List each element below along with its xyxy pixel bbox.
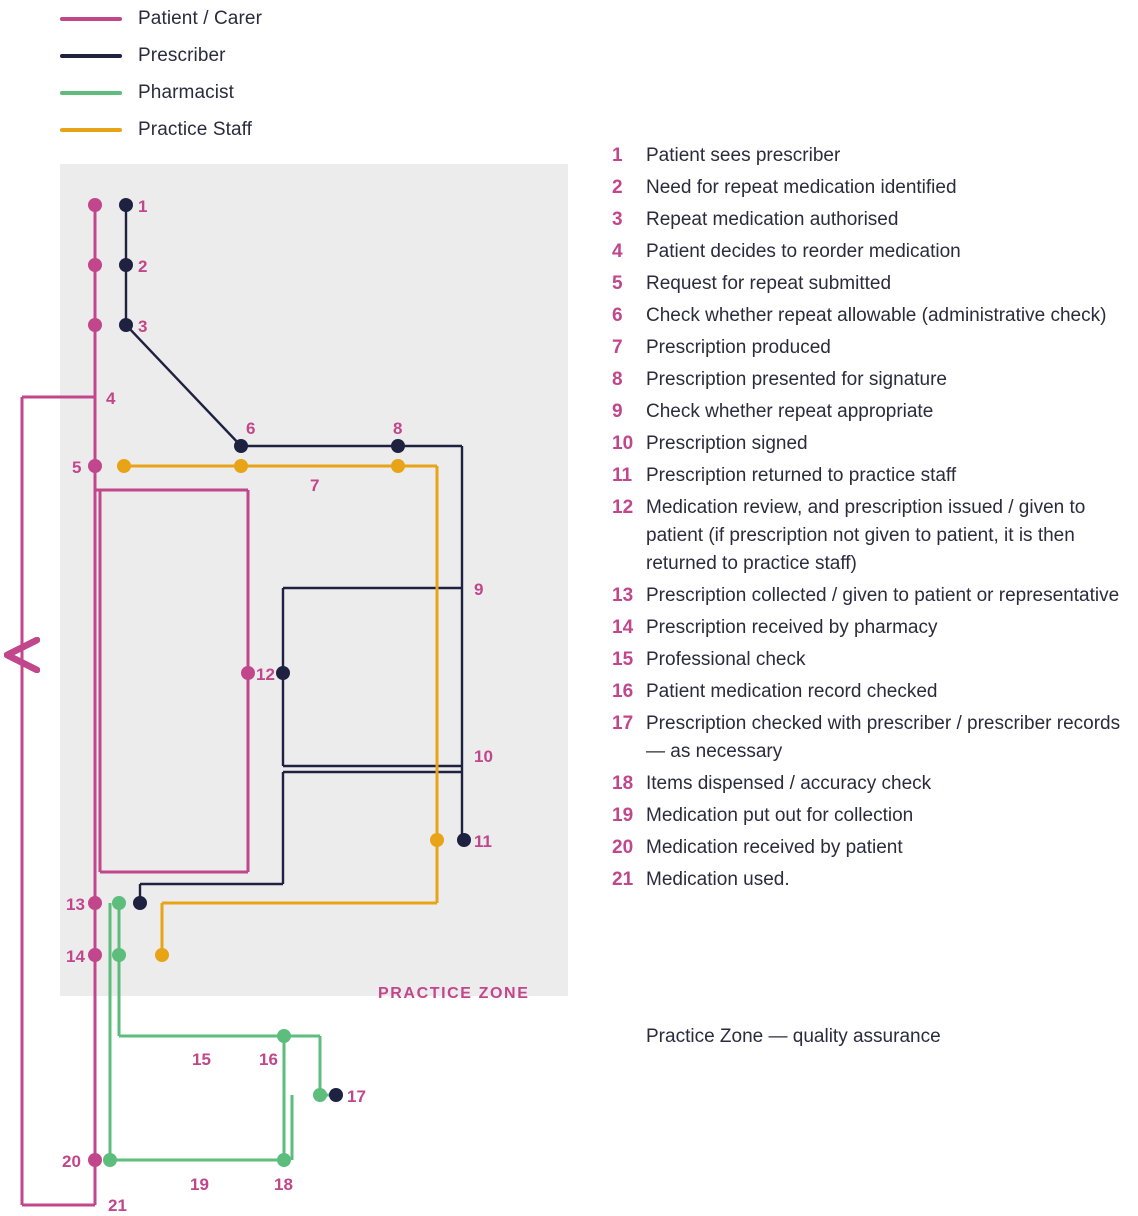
node-20b-dot: [103, 1153, 117, 1167]
step-number: 8: [612, 369, 623, 390]
node-13b-dot: [133, 896, 147, 910]
step-number: 17: [612, 713, 634, 734]
step-text: Patient decides to reorder medication: [646, 241, 961, 262]
node-11b-dot: [430, 833, 444, 847]
node-label-3: 3: [138, 317, 148, 336]
node-label-15: 15: [192, 1050, 211, 1069]
list-item: [612, 614, 1132, 642]
step-number: 9: [612, 401, 623, 422]
list-item: [612, 678, 1132, 706]
step-text: Patient medication record checked: [646, 681, 938, 702]
list-item: [612, 366, 1132, 394]
step-number: 6: [612, 305, 623, 326]
step-text: Prescription collected / given to patient or representative: [646, 585, 1120, 606]
step-number: 5: [612, 273, 623, 294]
node-11-dot: [457, 833, 471, 847]
step-text: Professional check: [646, 649, 806, 670]
node-5-dot: [88, 459, 102, 473]
node-label-8: 8: [393, 419, 403, 438]
step-number: 20: [612, 837, 634, 858]
list-item: [612, 462, 1132, 490]
node-20-dot: [88, 1153, 102, 1167]
list-item: [612, 302, 1132, 330]
node-13-dot: [88, 896, 102, 910]
step-text: Patient sees prescriber: [646, 145, 841, 166]
step-number: 13: [612, 585, 634, 606]
list-item: [612, 334, 1132, 362]
footnote-text: Practice Zone — quality assurance: [646, 1026, 941, 1047]
step-number: 2: [612, 177, 623, 198]
list-item: [612, 802, 1132, 830]
node-label-19: 19: [190, 1175, 209, 1194]
list-item: [612, 430, 1132, 458]
step-number: 7: [612, 337, 623, 358]
step-text: Items dispensed / accuracy check: [646, 773, 932, 794]
node-label-1: 1: [138, 197, 148, 216]
step-text: Medication used.: [646, 869, 790, 890]
node-13c-dot: [112, 896, 126, 910]
node-label-10: 10: [474, 747, 493, 766]
step-text: Request for repeat submitted: [646, 273, 892, 294]
node-label-5: 5: [72, 458, 82, 477]
node-8-dot: [391, 439, 405, 453]
node-label-18: 18: [274, 1175, 293, 1194]
step-number: 16: [612, 681, 634, 702]
list-item: [612, 646, 1132, 674]
step-number: 1: [612, 145, 623, 166]
legend-item-label: Patient / Carer: [138, 7, 262, 29]
list-item: [612, 582, 1132, 610]
node-14-dot: [88, 948, 102, 962]
step-number: 12: [612, 497, 634, 518]
node-17b-dot: [313, 1088, 327, 1102]
step-number: 21: [612, 869, 634, 890]
list-item: [612, 270, 1132, 298]
node-17-dot: [329, 1088, 343, 1102]
node-18-dot: [277, 1153, 291, 1167]
node-14b-dot: [155, 948, 169, 962]
node-label-11: 11: [474, 832, 492, 851]
node-16-dot: [277, 1029, 291, 1043]
node-3-dot: [119, 318, 133, 332]
node-label-20: 20: [62, 1152, 81, 1171]
step-number: 14: [612, 617, 634, 638]
list-item: [612, 710, 1132, 766]
node-label-17: 17: [347, 1087, 366, 1106]
list-item: [612, 398, 1132, 426]
node-dot: [88, 318, 102, 332]
node-label-9: 9: [474, 580, 484, 599]
step-number: 18: [612, 773, 634, 794]
list-item: [612, 834, 1132, 862]
node-label-16: 16: [259, 1050, 278, 1069]
list-item: [612, 142, 1132, 170]
step-number: 4: [612, 241, 623, 262]
list-item: [612, 174, 1132, 202]
node-4-dot: [88, 198, 102, 212]
node-label-12: 12: [256, 665, 275, 684]
node-7a-dot: [117, 459, 131, 473]
steps-list: [612, 142, 1132, 898]
practice-zone-label: PRACTICE ZONE: [378, 985, 530, 1002]
list-item: [612, 866, 1132, 894]
legend-item-label: Prescriber: [138, 44, 226, 66]
step-text: Prescription checked with prescriber / prescriber records — as necessary: [646, 713, 1121, 762]
list-item: [612, 494, 1132, 578]
step-number: 10: [612, 433, 634, 454]
list-item: [612, 770, 1132, 798]
node-9-dot: [276, 666, 290, 680]
step-number: 3: [612, 209, 623, 230]
list-item: [612, 206, 1132, 234]
step-text: Prescription returned to practice staff: [646, 465, 957, 486]
step-text: Need for repeat medication identified: [646, 177, 957, 198]
step-text: Medication put out for collection: [646, 805, 914, 826]
node-1-dot: [119, 198, 133, 212]
node-label-13: 13: [66, 895, 85, 914]
step-text: Check whether repeat allowable (administrative check): [646, 305, 1107, 326]
node-12-dot: [241, 666, 255, 680]
legend-item-label: Pharmacist: [138, 81, 235, 103]
node-label-4: 4: [106, 389, 116, 408]
step-text: Medication received by patient: [646, 837, 903, 858]
step-text: Medication review, and prescription issued / given to patient (if prescription not given to patient, it is then returned to practice staff): [646, 497, 1086, 574]
step-number: 19: [612, 805, 634, 826]
step-number: 11: [612, 465, 633, 486]
step-text: Prescription produced: [646, 337, 831, 358]
node-7b-dot: [391, 459, 405, 473]
step-text: Check whether repeat appropriate: [646, 401, 934, 422]
step-number: 15: [612, 649, 634, 670]
list-item: [612, 238, 1132, 266]
legend-item-label: Practice Staff: [138, 118, 253, 140]
node-2-dot: [119, 258, 133, 272]
node-6-dot: [234, 439, 248, 453]
node-14c-dot: [112, 948, 126, 962]
node-label-6: 6: [246, 419, 256, 438]
node-label-14: 14: [66, 947, 85, 966]
step-text: Prescription signed: [646, 433, 808, 454]
step-text: Prescription presented for signature: [646, 369, 947, 390]
step-text: Repeat medication authorised: [646, 209, 899, 230]
node-label-7: 7: [310, 476, 320, 495]
node-dot: [88, 258, 102, 272]
node-label-2: 2: [138, 257, 148, 276]
node-7-dot: [234, 459, 248, 473]
step-text: Prescription received by pharmacy: [646, 617, 938, 638]
node-label-21: 21: [108, 1196, 127, 1215]
